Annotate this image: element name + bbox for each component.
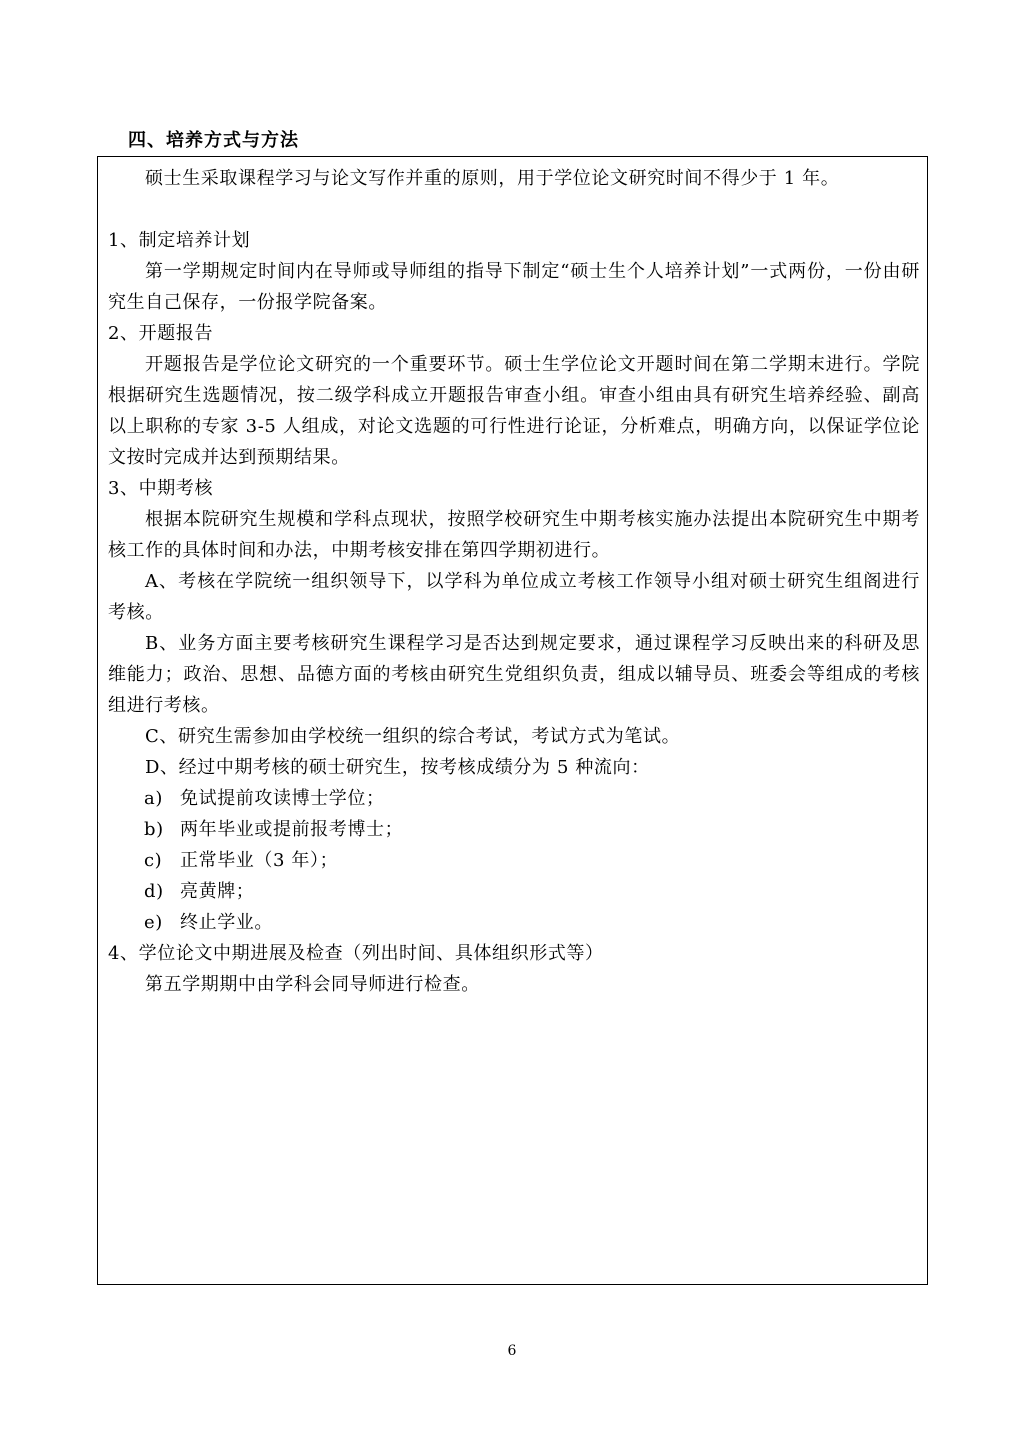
list-item (108, 876, 920, 907)
list-text: 正常毕业（3 年）； (180, 850, 339, 871)
progress-check-paragraph: 第五学期期中由学科会同导师进行检查。 (145, 974, 480, 995)
content-table-cell (97, 156, 928, 1285)
section-heading-proposal: 2、开题报告 (108, 323, 214, 344)
list-text: 亮黄牌； (180, 881, 255, 902)
section-heading-midterm: 3、中期考核 (108, 478, 214, 499)
list-text: 两年毕业或提前报考博士； (180, 819, 404, 840)
list-marker: a) (144, 788, 163, 809)
list-item (108, 783, 920, 814)
plan-paragraph: 第一学期规定时间内在导师或导师组的指导下制定“硕士生个人培养计划”一式两份，一份由研究生自己保存，一份报学院备案。 (108, 261, 920, 313)
blank-line (108, 194, 920, 225)
list-item (108, 814, 920, 845)
proposal-paragraph: 开题报告是学位论文研究的一个重要环节。硕士生学位论文开题时间在第二学期末进行。学院根据研究生选题情况，按二级学科成立开题报告审查小组。审查小组由具有研究生培养经验、副高以上职称的专家 3-5 人组成，对论文选题的可行性进行论证，分析难点，明确方向，以保证学位论文按时完成并达到预期结果。 (108, 354, 920, 468)
list-marker: e) (144, 912, 163, 933)
intro-paragraph: 硕士生采取课程学习与论文写作并重的原则，用于学位论文研究时间不得少于 1 年。 (145, 168, 840, 189)
section-heading-progress-check: 4、学位论文中期进展及检查（列出时间、具体组织形式等） (108, 943, 604, 964)
midterm-item-a: A、考核在学院统一组织领导下，以学科为单位成立考核工作领导小组对硕士研究生组阁进行考核。 (108, 571, 920, 623)
midterm-item-c: C、研究生需参加由学校统一组织的综合考试，考试方式为笔试。 (145, 726, 681, 747)
section-heading-plan: 1、制定培养计划 (108, 230, 251, 251)
midterm-item-b: B、业务方面主要考核研究生课程学习是否达到规定要求，通过课程学习反映出来的科研及思维能力；政治、思想、品德方面的考核由研究生党组织负责，组成以辅导员、班委会等组成的考核组进行考核。 (108, 633, 920, 716)
page-number: 6 (507, 1343, 517, 1359)
section-title: 四、培养方式与方法 (128, 130, 299, 151)
list-marker: b) (144, 819, 164, 840)
outcome-list (108, 783, 920, 938)
content-body (108, 163, 920, 1000)
list-marker: c) (144, 850, 163, 871)
midterm-item-d: D、经过中期考核的硕士研究生，按考核成绩分为 5 种流向： (145, 757, 650, 778)
list-item (108, 845, 920, 876)
list-text: 免试提前攻读博士学位； (180, 788, 385, 809)
list-item (108, 907, 920, 938)
list-marker: d) (144, 881, 164, 902)
midterm-paragraph: 根据本院研究生规模和学科点现状，按照学校研究生中期考核实施办法提出本院研究生中期考核工作的具体时间和办法，中期考核安排在第四学期初进行。 (108, 509, 920, 561)
list-text: 终止学业。 (180, 912, 273, 933)
